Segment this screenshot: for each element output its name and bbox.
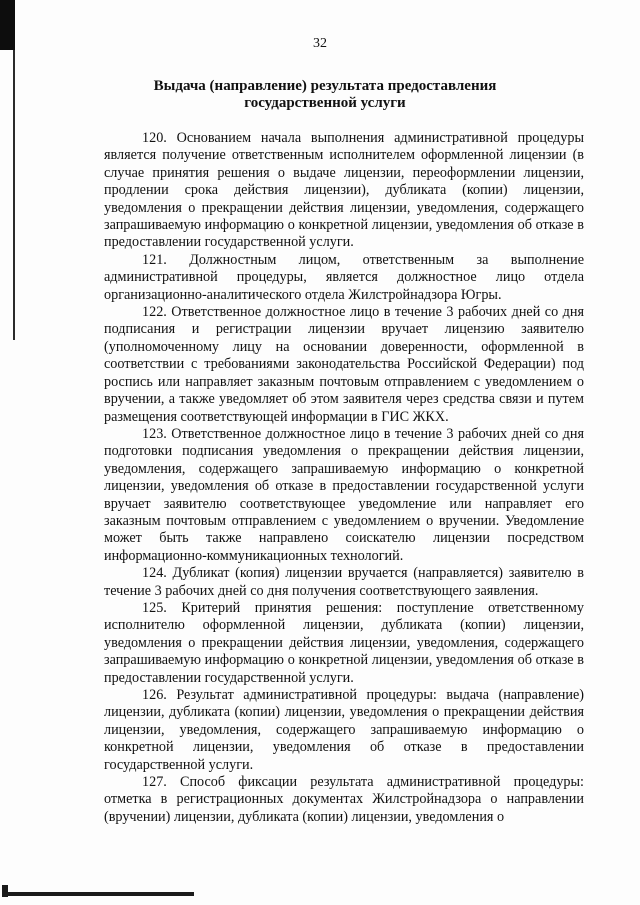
paragraph-122: 122. Ответственное должностное лицо в течение 3 рабочих дней со дня подписания и регистрации лицензии вручает лицензию заявителю (уполномоченному лицу на основании доверенности, оформленной в соответствии с требованиями законодательства Российской Федерации) под роспись или направляет заказным почтовым отправлением с уведомлением о вручении, а также уведомляет об этом заявителя через средства связи и путем размещения соответствующей информации в ГИС ЖКХ. (104, 304, 584, 425)
paragraph-125: 125. Критерий принятия решения: поступление ответственному исполнителю оформленной лицензии, дубликата (копии) лицензии, уведомления о прекращении действия лицензии, уведомления, содержащего запрашиваемую информацию о конкретной лицензии, уведомления об отказе в предоставлении государственной услуги. (104, 599, 584, 686)
scan-edge-line (13, 50, 15, 340)
page-number: 32 (313, 36, 327, 51)
section-heading-line-1: Выдача (направление) результата предоставления (153, 78, 497, 94)
paragraph-120: 120. Основанием начала выполнения административной процедуры является получение ответственным исполнителем оформленной лицензии (в случае принятия решения о выдаче лицензии, переоформлении лицензии, продлении срока действия лицензии), дубликата (копии) лицензии, уведомления о прекращении действия лицензии, уведомления, содержащего запрашиваемую информацию о конкретной лицензии, уведомления об отказе в предоставлении государственной услуги. (104, 130, 584, 251)
section-heading-line-2: государственной услуги (244, 95, 406, 111)
paragraph-124: 124. Дубликат (копия) лицензии вручается (направляется) заявителю в течение 3 рабочих дней со дня получения соответствующего заявления. (104, 565, 584, 599)
section-heading (130, 78, 520, 112)
body-text (104, 130, 584, 826)
paragraph-127: 127. Способ фиксации результата административной процедуры: отметка в регистрационных документах Жилстройнадзора о направлении (вручении) лицензии, дубликата (копии) лицензии, уведомления о (104, 774, 584, 825)
paragraph-126: 126. Результат административной процедуры: выдача (направление) лицензии, дубликата (копии) лицензии, уведомления о прекращении действия лицензии, уведомления, содержащего запрашиваемую информацию о конкретной лицензии, уведомления об отказе в предоставлении государственной услуги. (104, 687, 584, 773)
paragraph-121: 121. Должностным лицом, ответственным за выполнение административной процедуры, является должностное лицо отдела организационно-аналитического отдела Жилстройнадзора Югры. (104, 251, 584, 303)
scan-bottom-line (4, 892, 194, 896)
paragraph-123: 123. Ответственное должностное лицо в течение 3 рабочих дней со дня подготовки подписания уведомления о прекращении действия лицензии, уведомления, содержащего запрашиваемую информацию о конкретной лицензии, уведомления об отказе в предоставлении государственной услуги вручает заявителю соответствующее уведомление или направляет его заказным почтовым отправлением с уведомлением о вручении. Уведомление может быть также направлено соискателю лицензии посредством информационно-коммуникационных технологий. (104, 425, 584, 564)
